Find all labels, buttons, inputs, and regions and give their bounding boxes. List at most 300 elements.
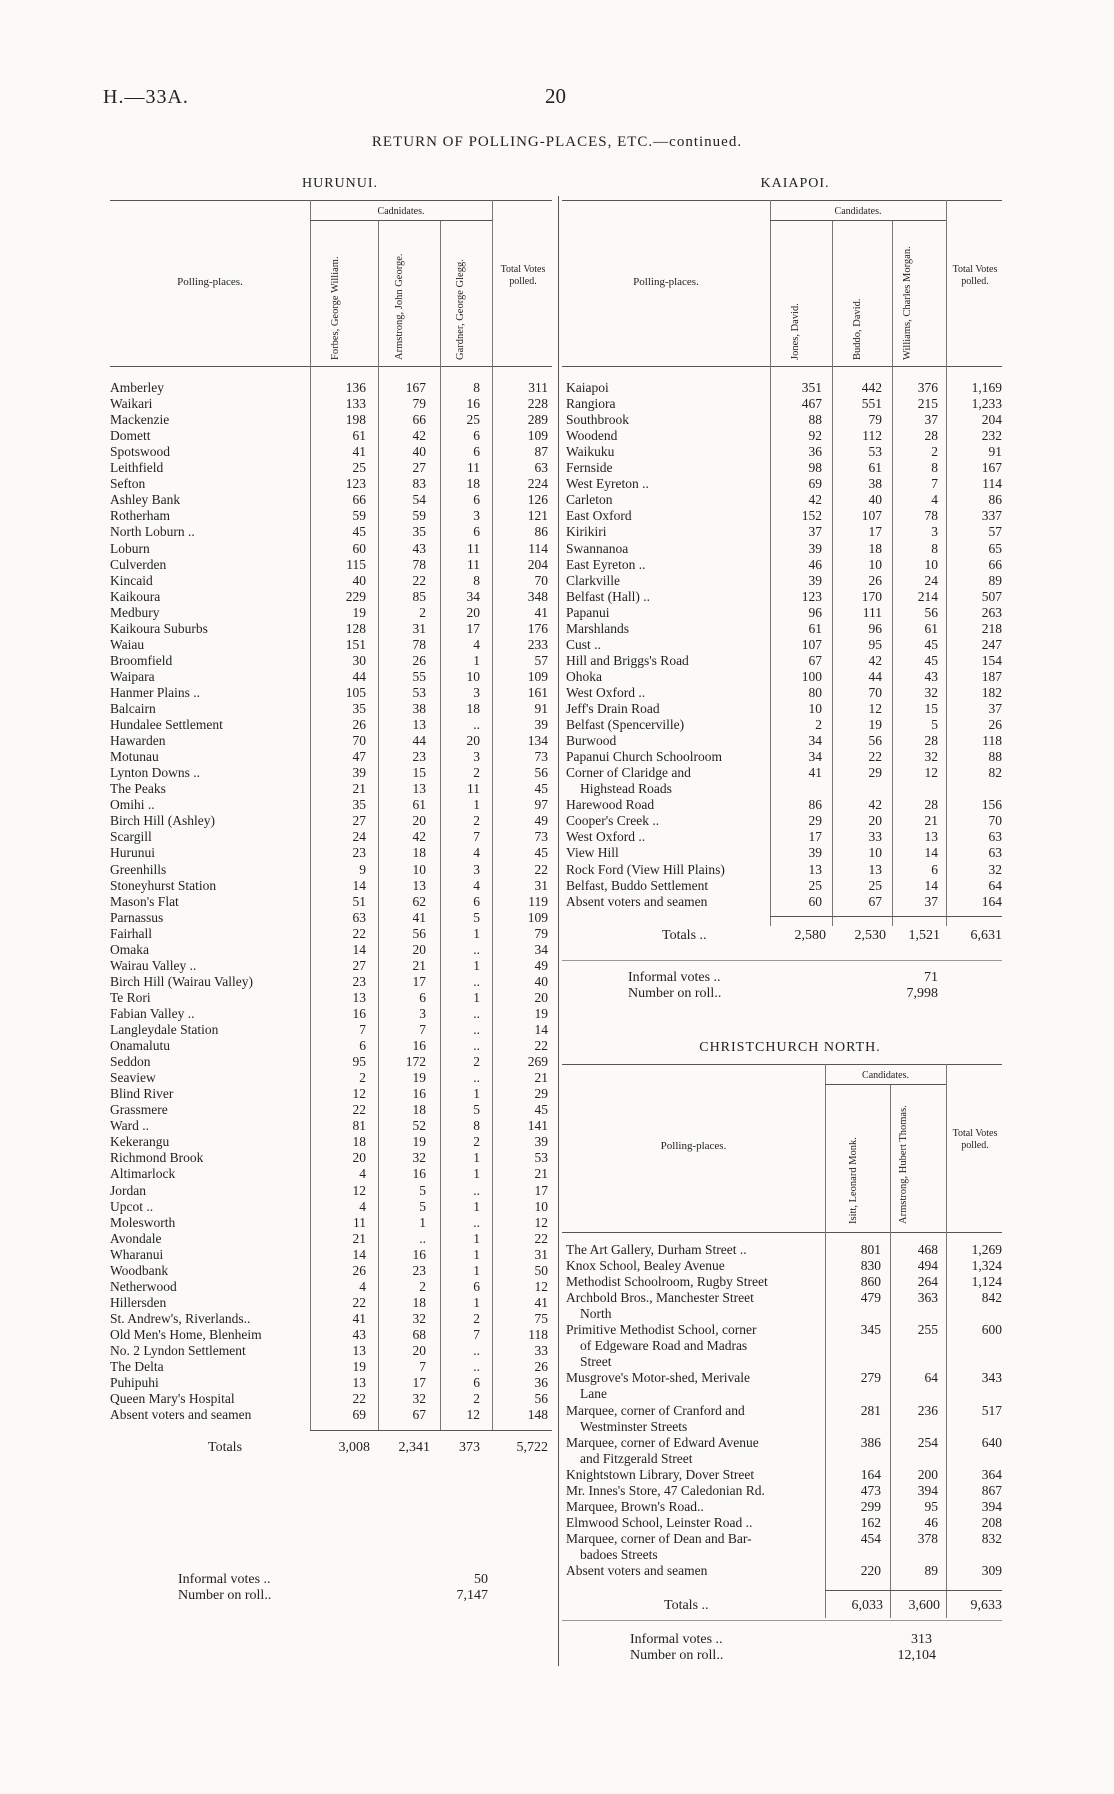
kaiapoi-votes-col-4: 1,169	[971, 380, 1002, 395]
kaiapoi-votes-col-3: 4	[931, 492, 938, 508]
hurunui-votes-col-2: 19	[412, 1070, 426, 1086]
kaiapoi-votes-col-1: 152	[801, 508, 822, 524]
hurunui-votes-col-1: 41	[352, 444, 366, 460]
christchurch-votes-col-1: 281	[860, 1402, 881, 1418]
hurunui-votes-col-3: 4	[473, 845, 480, 861]
hurunui-votes-col-3: 18	[466, 701, 480, 716]
hurunui-votes-col-3: 1	[473, 1230, 480, 1246]
hurunui-votes-col-2: 16	[412, 1086, 426, 1102]
kaiapoi-votes-col-2: 112	[862, 428, 882, 444]
christchurch-votes-col-1: 220	[860, 1563, 881, 1578]
hurunui-votes-col-4: 21	[534, 1070, 548, 1086]
hurunui-votes-col-3: 5	[473, 909, 480, 925]
kaiapoi-votes-col-1: 2	[815, 717, 822, 733]
christchurch-title: CHRISTCHURCH NORTH.	[699, 1040, 881, 1055]
kaiapoi-votes-col-3: 43	[924, 668, 938, 684]
hurunui-votes-col-1: 123	[345, 476, 366, 492]
hurunui-votes-col-3: 1	[473, 1246, 480, 1262]
hurunui-votes-col-2: 52	[412, 1118, 426, 1134]
kaiapoi-votes-col-4: 66	[988, 556, 1002, 572]
christchurch-total-3: 9,633	[970, 1598, 1002, 1613]
hurunui-votes-col-3: 8	[473, 572, 480, 588]
christchurch-votes-col-2: 236	[917, 1402, 938, 1418]
hurunui-votes-col-4: 14	[534, 1022, 548, 1037]
hurunui-votes-col-1: 22	[352, 1294, 366, 1310]
hurunui-polling-place: Kaikoura Suburbs	[110, 620, 208, 636]
kaiapoi-votes-col-2: 20	[868, 813, 882, 829]
hurunui-votes-col-3: ..	[473, 1182, 480, 1198]
kaiapoi-votes-col-2: 10	[868, 845, 882, 861]
hurunui-votes-col-4: 97	[534, 797, 548, 813]
hurunui-votes-col-1: 20	[352, 1150, 366, 1166]
hurunui-votes-col-1: 60	[352, 540, 366, 556]
hurunui-roll-value: 7,147	[456, 1588, 488, 1603]
christchurch-votes-col-2: 46	[924, 1514, 938, 1530]
hurunui-votes-col-1: 13	[352, 1343, 366, 1358]
hurunui-votes-col-1: 9	[359, 861, 366, 877]
hurunui-votes-col-2: 16	[412, 1246, 426, 1262]
hurunui-polling-place: Ward ..	[110, 1118, 150, 1134]
hurunui-votes-col-4: 109	[527, 909, 548, 925]
kaiapoi-votes-col-4: 204	[981, 412, 1002, 428]
hurunui-votes-col-1: 13	[352, 989, 366, 1005]
hurunui-votes-col-2: 38	[412, 701, 426, 716]
hurunui-votes-col-2: 44	[412, 733, 426, 749]
hurunui-votes-col-4: 91	[534, 701, 548, 716]
hurunui-votes-col-1: 22	[352, 1102, 366, 1118]
kaiapoi-polling-place: Jeff's Drain Road	[566, 701, 660, 716]
hurunui-votes-col-1: 128	[345, 620, 366, 636]
hurunui-polling-place: No. 2 Lyndon Settlement	[110, 1343, 246, 1358]
christchurch-votes-col-3: 842	[981, 1290, 1002, 1306]
hurunui-votes-col-1: 229	[345, 588, 366, 604]
christchurch-votes-col-1: 386	[860, 1434, 881, 1450]
christchurch-votes-col-2: 264	[917, 1274, 938, 1290]
hurunui-votes-col-2: 22	[412, 572, 426, 588]
hurunui-polling-place: Absent voters and seamen	[110, 1407, 252, 1423]
hurunui-votes-col-2: 40	[412, 444, 426, 460]
hurunui-votes-col-3: 7	[473, 829, 480, 845]
hurunui-votes-col-4: 22	[534, 1038, 548, 1054]
kaiapoi-votes-col-2: 13	[868, 861, 882, 877]
christchurch-polling-place: and Fitzgerald Street	[580, 1450, 693, 1466]
kaiapoi-votes-col-3: 13	[924, 829, 938, 845]
hurunui-polling-place: The Delta	[110, 1359, 164, 1375]
hurunui-polling-place: Seddon	[110, 1054, 151, 1070]
kaiapoi-votes-col-1: 60	[808, 893, 822, 909]
christchurch-row	[0, 1515, 1114, 1531]
hurunui-votes-col-4: 40	[534, 973, 548, 989]
kaiapoi-votes-col-1: 41	[808, 765, 822, 781]
hurunui-polling-place: Hanmer Plains ..	[110, 684, 200, 700]
hurunui-polling-place: Upcot ..	[110, 1198, 154, 1214]
christchurch-polling-place: North	[580, 1306, 612, 1322]
kaiapoi-informal-label: Informal votes ..	[628, 970, 721, 985]
kaiapoi-votes-col-4: 91	[988, 444, 1002, 460]
christchurch-polling-place: Marquee, Brown's Road..	[566, 1498, 704, 1514]
christchurch-votes-col-2: 95	[924, 1498, 938, 1514]
kaiapoi-polling-place: West Eyreton ..	[566, 476, 649, 492]
hurunui-votes-col-3: 34	[466, 588, 480, 604]
kaiapoi-polling-place: Rock Ford (View Hill Plains)	[566, 861, 725, 877]
hurunui-informal-value: 50	[474, 1572, 488, 1587]
hurunui-votes-col-4: 31	[534, 877, 548, 893]
christchurch-polling-place: Street	[580, 1354, 612, 1370]
hurunui-votes-col-1: 41	[352, 1310, 366, 1326]
kaiapoi-votes-col-3: 6	[931, 861, 938, 877]
hurunui-votes-col-4: 19	[534, 1005, 548, 1021]
hurunui-votes-col-4: 176	[527, 620, 548, 636]
hurunui-votes-col-3: 6	[473, 1375, 480, 1391]
christchurch-row	[0, 1306, 1114, 1322]
hurunui-votes-col-1: 19	[352, 1359, 366, 1375]
hurunui-polling-place: Te Rori	[110, 989, 151, 1005]
christchurch-polling-place: Knightstown Library, Dover Street	[566, 1466, 755, 1482]
hurunui-votes-col-3: 17	[466, 620, 480, 636]
kaiapoi-votes-col-4: 63	[988, 845, 1002, 861]
hurunui-votes-col-1: 4	[359, 1198, 366, 1214]
hurunui-votes-col-1: 27	[352, 813, 366, 829]
kaiapoi-votes-col-2: 12	[868, 701, 882, 716]
hurunui-votes-col-3: 6	[473, 893, 480, 909]
hurunui-polling-place: Hurunui	[110, 845, 155, 861]
hurunui-votes-col-1: 35	[352, 701, 366, 716]
kaiapoi-votes-col-1: 13	[808, 861, 822, 877]
hurunui-votes-col-4: 31	[534, 1246, 548, 1262]
hurunui-votes-col-4: 311	[528, 380, 548, 395]
kaiapoi-polling-place: West Oxford ..	[566, 829, 646, 845]
hurunui-votes-col-3: 11	[467, 540, 480, 556]
hurunui-polling-place: Sefton	[110, 476, 146, 492]
hurunui-votes-col-2: 6	[419, 989, 426, 1005]
hurunui-votes-col-3: ..	[473, 1005, 480, 1021]
hurunui-votes-col-3: 1	[473, 1294, 480, 1310]
kaiapoi-votes-col-4: 187	[981, 668, 1002, 684]
hurunui-polling-place: Waikari	[110, 396, 153, 412]
hurunui-votes-col-1: 22	[352, 1391, 366, 1407]
christchurch-votes-col-1: 162	[860, 1514, 881, 1530]
hurunui-votes-col-1: 105	[345, 684, 366, 700]
kaiapoi-votes-col-3: 37	[924, 412, 938, 428]
christchurch-row	[0, 1403, 1114, 1419]
kaiapoi-votes-col-2: 42	[868, 797, 882, 813]
kaiapoi-votes-col-3: 214	[917, 588, 938, 604]
hurunui-votes-col-4: 119	[528, 893, 548, 909]
hurunui-votes-col-1: 198	[345, 412, 366, 428]
kaiapoi-votes-col-2: 18	[868, 540, 882, 556]
christchurch-polling-place: Mr. Innes's Store, 47 Caledonian Rd.	[566, 1482, 765, 1498]
hurunui-polling-place: Woodbank	[110, 1262, 169, 1278]
hurunui-polling-place: Queen Mary's Hospital	[110, 1391, 235, 1407]
hurunui-votes-col-1: 14	[352, 877, 366, 893]
hurunui-votes-col-2: 10	[412, 861, 426, 877]
hurunui-polling-place: Waiau	[110, 636, 145, 652]
kaiapoi-polling-place: View Hill	[566, 845, 619, 861]
hurunui-votes-col-2: 41	[412, 909, 426, 925]
kaiapoi-votes-col-3: 7	[931, 476, 938, 492]
hurunui-votes-col-2: 55	[412, 668, 426, 684]
kaiapoi-polling-place: Kirikiri	[566, 524, 607, 540]
kaiapoi-votes-col-3: 10	[924, 556, 938, 572]
hurunui-polling-place: Scargill	[110, 829, 152, 845]
hurunui-votes-col-1: 59	[352, 508, 366, 524]
christchurch-votes-col-3: 343	[981, 1370, 1002, 1386]
christchurch-votes-col-2: 378	[917, 1530, 938, 1546]
hurunui-votes-col-3: 6	[473, 1278, 480, 1294]
hurunui-votes-col-2: 83	[412, 476, 426, 492]
hurunui-votes-col-4: 114	[528, 540, 548, 556]
hurunui-votes-col-2: 19	[412, 1134, 426, 1150]
hurunui-votes-col-4: 224	[527, 476, 548, 492]
hurunui-votes-col-2: 15	[412, 765, 426, 781]
christchurch-polling-place: Archbold Bros., Manchester Street	[566, 1290, 754, 1306]
kaiapoi-votes-col-1: 61	[808, 620, 822, 636]
hurunui-votes-col-3: ..	[473, 717, 480, 733]
hurunui-votes-col-2: 27	[412, 460, 426, 476]
christchurch-polling-place: of Edgeware Road and Madras	[580, 1338, 748, 1354]
hurunui-polling-place: Kekerangu	[110, 1134, 170, 1150]
hurunui-polling-header: Polling-places.	[177, 276, 243, 288]
kaiapoi-votes-col-1: 29	[808, 813, 822, 829]
hurunui-votes-col-4: 57	[534, 652, 548, 668]
christchurch-votes-col-2: 64	[924, 1370, 938, 1386]
kaiapoi-polling-place: Cust ..	[566, 636, 601, 652]
hurunui-polling-place: Altimarlock	[110, 1166, 176, 1182]
hurunui-polling-place: Seaview	[110, 1070, 156, 1086]
christchurch-row	[0, 1531, 1114, 1547]
hurunui-votes-col-4: 109	[527, 668, 548, 684]
hurunui-polling-place: Ashley Bank	[110, 492, 181, 508]
hurunui-votes-col-3: 5	[473, 1102, 480, 1118]
hurunui-votes-col-2: 62	[412, 893, 426, 909]
hurunui-votes-col-1: 95	[352, 1054, 366, 1070]
hurunui-candidate-2: Armstrong, John George.	[394, 253, 405, 360]
christchurch-polling-place: Marquee, corner of Edward Avenue	[566, 1434, 759, 1450]
christchurch-votes-col-2: 363	[917, 1290, 938, 1306]
hurunui-votes-col-1: 66	[352, 492, 366, 508]
kaiapoi-votes-col-3: 12	[924, 765, 938, 781]
hurunui-votes-col-2: 66	[412, 412, 426, 428]
hurunui-votes-col-4: 26	[534, 1359, 548, 1375]
kaiapoi-total-2: 2,530	[854, 928, 886, 943]
hurunui-votes-col-1: 151	[345, 636, 366, 652]
kaiapoi-polling-place: Harewood Road	[566, 797, 655, 813]
hurunui-votes-col-2: 61	[412, 797, 426, 813]
christchurch-row	[0, 1354, 1114, 1370]
kaiapoi-polling-place: Southbrook	[566, 412, 630, 428]
kaiapoi-votes-col-4: 37	[988, 701, 1002, 716]
hurunui-votes-col-3: 1	[473, 989, 480, 1005]
hurunui-votes-col-2: 43	[412, 540, 426, 556]
hurunui-polling-place: Culverden	[110, 556, 167, 572]
kaiapoi-votes-col-3: 45	[924, 636, 938, 652]
kaiapoi-votes-col-4: 232	[981, 428, 1002, 444]
kaiapoi-votes-col-4: 154	[981, 652, 1002, 668]
hurunui-candidate-1: Forbes, George William.	[330, 256, 341, 360]
kaiapoi-votes-col-1: 42	[808, 492, 822, 508]
christchurch-roll-value: 12,104	[897, 1648, 936, 1663]
hurunui-polling-place: Lynton Downs ..	[110, 765, 201, 781]
kaiapoi-votes-col-4: 86	[988, 492, 1002, 508]
kaiapoi-votes-col-2: 442	[861, 380, 882, 395]
hurunui-polling-place: Greenhills	[110, 861, 167, 877]
kaiapoi-polling-place: Marshlands	[566, 620, 629, 636]
kaiapoi-votes-col-4: 247	[981, 636, 1002, 652]
hurunui-polling-place: Medbury	[110, 604, 160, 620]
hurunui-votes-col-2: 18	[412, 1102, 426, 1118]
kaiapoi-votes-col-1: 107	[801, 636, 822, 652]
christchurch-polling-place: The Art Gallery, Durham Street ..	[566, 1242, 747, 1257]
hurunui-polling-place: Molesworth	[110, 1214, 176, 1230]
christchurch-polling-place: Knox School, Bealey Avenue	[566, 1258, 725, 1274]
kaiapoi-votes-col-2: 95	[868, 636, 882, 652]
kaiapoi-votes-col-1: 100	[801, 668, 822, 684]
hurunui-votes-col-3: 1	[473, 1086, 480, 1102]
kaiapoi-votes-col-2: 79	[868, 412, 882, 428]
kaiapoi-votes-col-1: 17	[808, 829, 822, 845]
christchurch-votes-col-1: 801	[860, 1242, 881, 1257]
hurunui-polling-place: Birch Hill (Wairau Valley)	[110, 973, 253, 989]
hurunui-votes-col-4: 228	[527, 396, 548, 412]
hurunui-votes-col-4: 109	[527, 428, 548, 444]
kaiapoi-votes-col-2: 44	[868, 668, 882, 684]
kaiapoi-votes-col-2: 17	[868, 524, 882, 540]
christchurch-row	[0, 1563, 1114, 1579]
christchurch-row	[0, 1467, 1114, 1483]
kaiapoi-polling-place: Belfast, Buddo Settlement	[566, 877, 709, 893]
hurunui-votes-col-3: 2	[473, 1391, 480, 1407]
hurunui-votes-col-4: 86	[534, 524, 548, 540]
kaiapoi-votes-col-4: 70	[988, 813, 1002, 829]
kaiapoi-title: KAIAPOI.	[760, 176, 830, 191]
christchurch-row	[0, 1242, 1114, 1258]
kaiapoi-votes-col-4: 156	[981, 797, 1002, 813]
kaiapoi-votes-col-4: 118	[982, 733, 1002, 749]
hurunui-votes-col-4: 141	[527, 1118, 548, 1134]
hurunui-votes-col-1: 23	[352, 845, 366, 861]
christchurch-votes-col-3: 394	[981, 1498, 1002, 1514]
hurunui-votes-col-3: 1	[473, 1262, 480, 1278]
hurunui-votes-col-1: 11	[353, 1214, 366, 1230]
hurunui-votes-col-3: 1	[473, 1166, 480, 1182]
christchurch-votes-col-3: 1,269	[971, 1242, 1002, 1257]
christchurch-polling-place: Marquee, corner of Dean and Bar-	[566, 1530, 752, 1546]
hurunui-votes-col-1: 44	[352, 668, 366, 684]
kaiapoi-votes-col-1: 351	[801, 380, 822, 395]
hurunui-votes-col-1: 12	[352, 1182, 366, 1198]
kaiapoi-votes-col-4: 114	[982, 476, 1002, 492]
hurunui-votes-col-4: 41	[534, 604, 548, 620]
hurunui-votes-col-1: 2	[359, 1070, 366, 1086]
hurunui-votes-col-4: 79	[534, 925, 548, 941]
kaiapoi-votes-col-1: 39	[808, 845, 822, 861]
kaiapoi-votes-col-4: 32	[988, 861, 1002, 877]
kaiapoi-votes-col-3: 32	[924, 684, 938, 700]
kaiapoi-votes-col-2: 111	[862, 604, 882, 620]
christchurch-votes-col-3: 1,324	[971, 1258, 1002, 1274]
kaiapoi-votes-col-3: 3	[931, 524, 938, 540]
kaiapoi-votes-col-1: 25	[808, 877, 822, 893]
kaiapoi-votes-col-2: 70	[868, 684, 882, 700]
hurunui-totals-label: Totals	[208, 1440, 243, 1455]
kaiapoi-votes-col-2: 10	[868, 556, 882, 572]
kaiapoi-votes-col-1: 67	[808, 652, 822, 668]
kaiapoi-votes-col-3: 45	[924, 652, 938, 668]
kaiapoi-votes-col-4: 82	[988, 765, 1002, 781]
kaiapoi-votes-col-3: 8	[931, 540, 938, 556]
hurunui-votes-col-3: 1	[473, 925, 480, 941]
hurunui-votes-col-2: 21	[412, 957, 426, 973]
document-code: H.—33A.	[103, 86, 189, 108]
hurunui-votes-col-2: 56	[412, 925, 426, 941]
hurunui-votes-col-1: 39	[352, 765, 366, 781]
hurunui-votes-col-4: 17	[534, 1182, 548, 1198]
hurunui-votes-col-2: 32	[412, 1310, 426, 1326]
hurunui-votes-col-4: 73	[534, 829, 548, 845]
hurunui-votes-col-3: 2	[473, 1134, 480, 1150]
kaiapoi-candidate-1: Jones, David.	[790, 303, 801, 360]
christchurch-candidates-heading: Candidates.	[862, 1070, 909, 1081]
christchurch-total-2: 3,600	[908, 1598, 940, 1613]
hurunui-votes-col-2: 59	[412, 508, 426, 524]
kaiapoi-votes-col-4: 64	[988, 877, 1002, 893]
kaiapoi-candidate-3: Williams, Charles Morgan.	[902, 246, 913, 360]
kaiapoi-votes-col-3: 32	[924, 749, 938, 765]
hurunui-polling-place: Waipara	[110, 668, 155, 684]
hurunui-votes-col-4: 45	[534, 1102, 548, 1118]
hurunui-votes-col-3: ..	[473, 941, 480, 957]
hurunui-votes-col-1: 61	[352, 428, 366, 444]
kaiapoi-votes-col-4: 167	[981, 460, 1002, 476]
kaiapoi-votes-col-3: 37	[924, 893, 938, 909]
christchurch-row	[0, 1338, 1114, 1354]
kaiapoi-polling-place: Absent voters and seamen	[566, 893, 708, 909]
hurunui-votes-col-4: 20	[534, 989, 548, 1005]
hurunui-votes-col-1: 18	[352, 1134, 366, 1150]
hurunui-votes-col-1: 43	[352, 1326, 366, 1342]
kaiapoi-votes-col-4: 1,233	[971, 396, 1002, 412]
hurunui-votes-col-2: 53	[412, 684, 426, 700]
hurunui-votes-col-2: 26	[412, 652, 426, 668]
hurunui-votes-col-3: 8	[473, 380, 480, 395]
hurunui-votes-col-4: 12	[534, 1214, 548, 1230]
hurunui-polling-place: Wharanui	[110, 1246, 164, 1262]
christchurch-votes-col-1: 345	[860, 1322, 881, 1338]
hurunui-votes-col-3: 1	[473, 957, 480, 973]
hurunui-votes-col-1: 63	[352, 909, 366, 925]
kaiapoi-polling-place: Papanui	[566, 604, 610, 620]
hurunui-votes-col-3: ..	[473, 1038, 480, 1054]
hurunui-votes-col-4: 148	[527, 1407, 548, 1423]
hurunui-candidate-3: Gardner, George Glegg.	[455, 259, 466, 360]
hurunui-votes-col-3: ..	[473, 1343, 480, 1358]
christchurch-candidate-1: Isitt, Leonard Monk.	[848, 1137, 859, 1224]
hurunui-votes-col-3: 25	[466, 412, 480, 428]
hurunui-votes-col-4: 118	[528, 1326, 548, 1342]
hurunui-votes-col-3: 4	[473, 636, 480, 652]
kaiapoi-votes-col-3: 5	[931, 717, 938, 733]
hurunui-votes-col-3: 2	[473, 1054, 480, 1070]
hurunui-votes-col-3: 18	[466, 476, 480, 492]
christchurch-votes-col-3: 640	[981, 1434, 1002, 1450]
hurunui-candidates-heading: Cadnidates.	[377, 206, 425, 217]
hurunui-polling-place: Stoneyhurst Station	[110, 877, 217, 893]
hurunui-votes-col-4: 36	[534, 1375, 548, 1391]
christchurch-polling-place: Absent voters and seamen	[566, 1563, 708, 1578]
hurunui-votes-col-3: ..	[473, 973, 480, 989]
christchurch-row	[0, 1386, 1114, 1402]
hurunui-polling-place: Avondale	[110, 1230, 162, 1246]
